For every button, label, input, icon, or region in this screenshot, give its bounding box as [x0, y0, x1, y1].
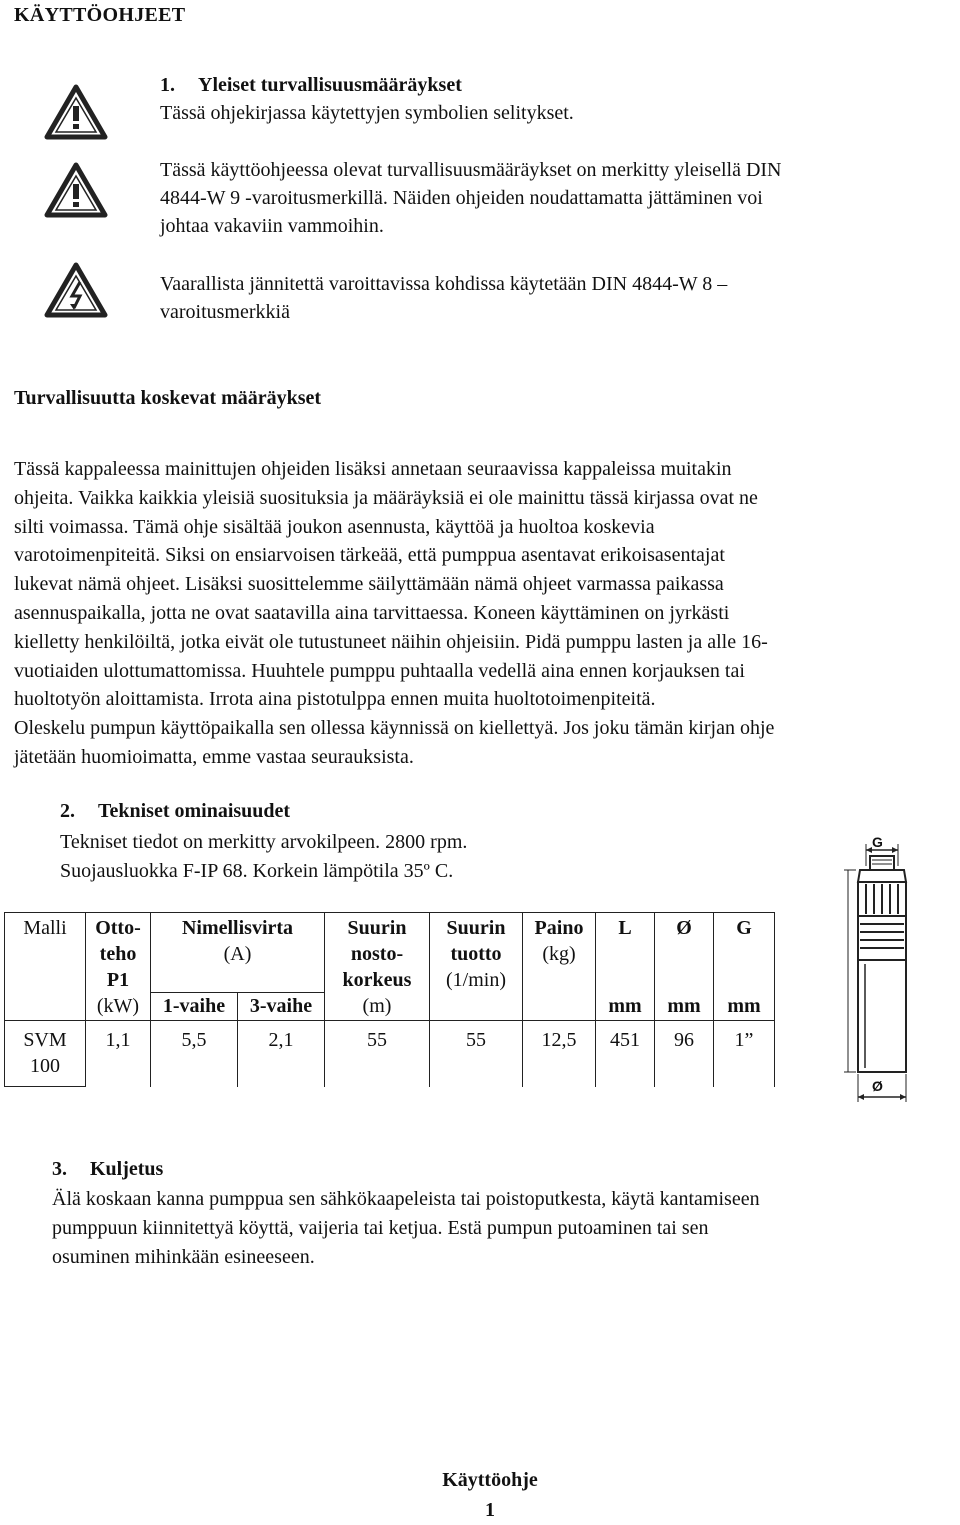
header-nosto	[325, 913, 430, 1021]
cell-malli	[5, 1021, 86, 1087]
header-tuotto	[430, 913, 523, 1021]
safety-paragraph	[14, 455, 954, 772]
section-2-line: Suojausluokka F-IP 68. Korkein lämpötila 35º C.	[60, 860, 454, 882]
cell-malli-line: SVM	[23, 1029, 67, 1051]
diagram-label-o: Ø	[872, 1078, 883, 1094]
header-o-label: Ø	[676, 917, 692, 939]
voltage-warning-line: varoitusmerkkiä	[160, 301, 290, 323]
section-1-title: Yleiset turvallisuusmääräykset	[198, 74, 462, 96]
section-3-heading	[52, 1158, 163, 1181]
header-g-label: G	[736, 917, 752, 939]
header-nosto-line: korkeus	[342, 969, 412, 991]
warning-triangle-icon	[44, 162, 108, 218]
header-paino-line: (kg)	[542, 943, 576, 965]
safety-line: varotoimenpiteitä. Siksi on ensiarvoisen tärkeää, että pumppua asentavat erikoisasentajat	[14, 544, 725, 567]
header-ottoteho-line: (kW)	[96, 995, 140, 1017]
header-3-vaihe: 3-vaihe	[238, 993, 325, 1021]
header-g	[714, 913, 775, 1021]
safety-line: lukevat nämä ohjeet. Lisäksi suosittelemme säilyttämään nämä ohjeet varmassa paikassa	[14, 573, 724, 596]
header-o-unit: mm	[667, 995, 701, 1017]
header-ottoteho	[86, 913, 151, 1021]
general-warning-line: Tässä käyttöohjeessa olevat turvallisuusmääräykset on merkitty yleisellä DIN	[160, 159, 782, 181]
safety-line: kielletty henkilöiltä, jotka eivät ole tutustuneet näihin ohjeisiin. Pidä pumppu lasten ja alle 16-	[14, 630, 768, 653]
cell-1-vaihe: 5,5	[151, 1021, 238, 1087]
header-malli-label: Malli	[23, 917, 67, 939]
header-ottoteho-line: teho	[99, 943, 137, 965]
header-tuotto-line: (1/min)	[446, 969, 506, 991]
voltage-warning-text	[160, 270, 940, 326]
header-nosto-line: nosto-	[350, 943, 404, 965]
header-virta	[151, 913, 325, 993]
page-footer	[420, 1465, 560, 1525]
high-voltage-icon	[44, 262, 108, 318]
section-3-line: Älä koskaan kanna pumppua sen sähkökaapeleista tai poistoputkesta, käytä kantamiseen	[52, 1188, 760, 1210]
cell-nosto: 55	[325, 1021, 430, 1087]
header-tuotto-line: Suurin	[446, 917, 506, 939]
pump-diagram-icon	[838, 832, 926, 1108]
spec-table	[4, 912, 775, 1087]
header-g-unit: mm	[727, 995, 761, 1017]
header-tuotto-line: tuotto	[450, 943, 502, 965]
safety-heading: Turvallisuutta koskevat määräykset	[14, 387, 322, 409]
header-ottoteho-line: P1	[106, 969, 130, 991]
document-title: KÄYTTÖOHJEET	[14, 4, 186, 26]
safety-line: Tässä kappaleessa mainittujen ohjeiden lisäksi annetaan seuraavissa kappaleissa muitakin	[14, 458, 732, 480]
section-1-number: 1.	[160, 74, 175, 96]
cell-paino: 12,5	[523, 1021, 596, 1087]
section-1-heading	[160, 74, 462, 97]
header-malli	[5, 913, 86, 1021]
general-warning-line: 4844-W 9 -varoitusmerkillä. Näiden ohjeiden noudattamatta jättäminen voi	[160, 187, 763, 209]
safety-line: vuotiaiden ulottumattomissa. Huuhtele pumppu puhtaalla vedellä aina ennen korjauksen tai	[14, 659, 745, 682]
safety-line: Oleskelu pumpun käyttöpaikalla sen ollessa käynnissä on kiellettyä. Jos joku tämän kirjan ohje	[14, 717, 775, 740]
section-2-line: Tekniset tiedot on merkitty arvokilpeen. 2800 rpm.	[60, 831, 468, 853]
header-ottoteho-line: Otto-	[95, 917, 141, 939]
warning-triangle-icon	[44, 84, 108, 140]
cell-g: 1”	[714, 1021, 775, 1087]
header-l-unit: mm	[608, 995, 642, 1017]
page-number: 1	[485, 1499, 495, 1521]
section-2-text	[60, 828, 467, 886]
cell-malli-line: 100	[30, 1055, 60, 1077]
section-2-title: Tekniset ominaisuudet	[98, 800, 291, 822]
header-virta-line: (A)	[223, 943, 252, 965]
safety-line: huoltotyön aloittamista. Irrota aina pistotulppa ennen muita huoltotoimenpiteitä.	[14, 688, 656, 711]
section-3-number: 3.	[52, 1158, 67, 1180]
section-3-text	[52, 1185, 952, 1272]
header-virta-line: Nimellisvirta	[181, 917, 294, 939]
general-warning-line: johtaa vakaviin vammoihin.	[160, 215, 384, 237]
section-1-intro: Tässä ohjekirjassa käytettyjen symbolien selitykset.	[160, 102, 574, 124]
cell-3-vaihe: 2,1	[238, 1021, 325, 1087]
safety-line: jätetään huomioimatta, emme vastaa seurauksista.	[14, 745, 414, 768]
section-3-title: Kuljetus	[90, 1158, 164, 1180]
general-warning-text	[160, 156, 940, 240]
section-3-line: pumppuun kiinnitettyä köyttä, vaijeria tai ketjua. Estä pumpun putoaminen tai sen	[52, 1217, 709, 1239]
safety-line: ohjeita. Vaikka kaikkia yleisiä suosituksia ja määräyksiä ei ole mainittu tässä kirjassa ovat ne	[14, 486, 758, 509]
safety-line: silti voimassa. Tämä ohje sisältää joukon asennusta, käyttöä ja huoltoa koskevia	[14, 515, 655, 538]
section-3-line: osuminen mihinkään esineeseen.	[52, 1246, 315, 1268]
header-paino	[523, 913, 596, 1021]
section-2-heading	[60, 800, 290, 823]
cell-tuotto: 55	[430, 1021, 523, 1087]
header-o	[655, 913, 714, 1021]
header-l-label: L	[618, 917, 632, 939]
header-nosto-line: (m)	[362, 995, 392, 1017]
cell-ottoteho: 1,1	[86, 1021, 151, 1087]
voltage-warning-line: Vaarallista jännitettä varoittavissa kohdissa käytetään DIN 4844-W 8 –	[160, 273, 728, 295]
header-l	[596, 913, 655, 1021]
safety-line: asennuspaikalla, jotta ne ovat saatavilla aina tarvittaessa. Koneen käyttäminen on jyrkästi	[14, 601, 730, 624]
header-paino-line: Paino	[534, 917, 584, 939]
header-1-vaihe: 1-vaihe	[151, 993, 238, 1021]
section-2-number: 2.	[60, 800, 75, 822]
header-nosto-line: Suurin	[347, 917, 407, 939]
cell-o: 96	[655, 1021, 714, 1087]
cell-l: 451	[596, 1021, 655, 1087]
diagram-label-g: G	[872, 834, 883, 850]
footer-label: Käyttöohje	[442, 1469, 538, 1491]
